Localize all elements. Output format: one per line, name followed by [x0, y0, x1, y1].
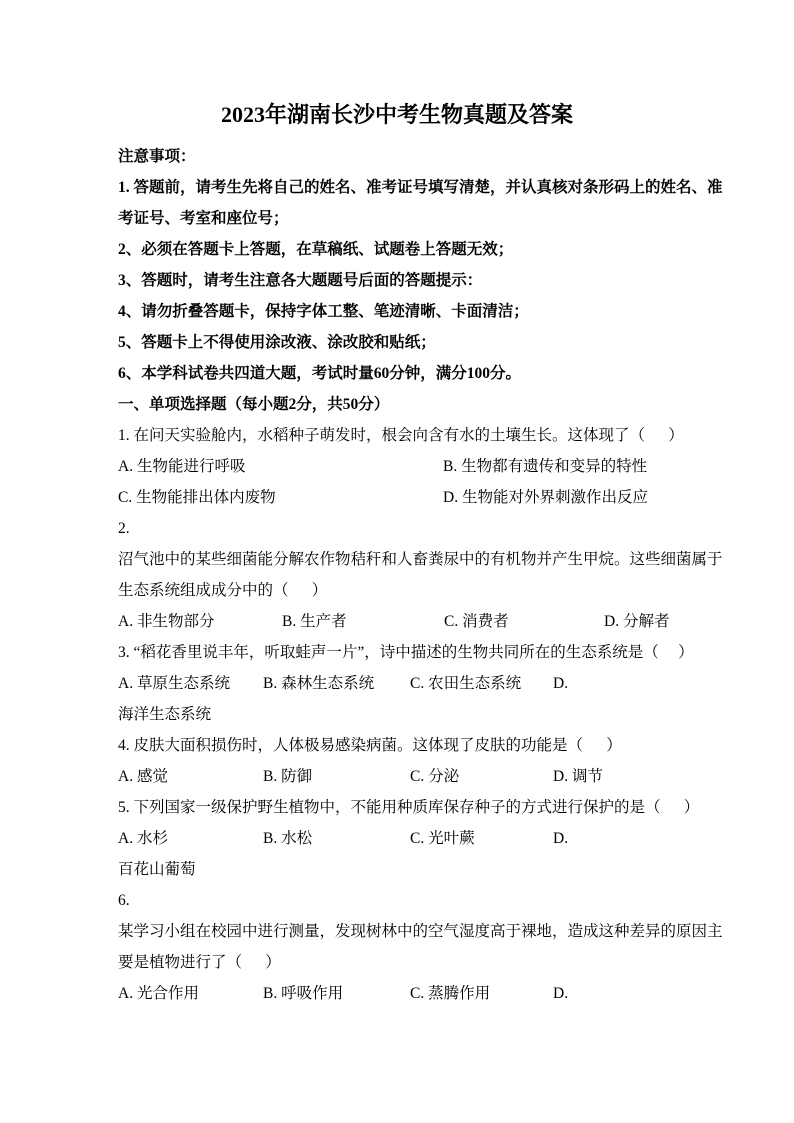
notice-line: 4、请勿折叠答题卡，保持字体工整、笔迹清晰、卡面清洁； [118, 303, 529, 320]
option-a: A. 水杉 [118, 830, 168, 847]
notice-line: 1. 答题前，请考生先将自己的姓名、准考证号填写清楚，并认真核对条形码上的姓名、准 [118, 179, 723, 196]
option-b: B. 水松 [263, 830, 313, 847]
option-b: B. 呼吸作用 [263, 985, 344, 1002]
question-6-stem: 某学习小组在校园中进行测量，发现树林中的空气湿度高于裸地，造成这种差异的原因主 [118, 923, 723, 940]
option-a: A. 生物能进行呼吸 [118, 458, 246, 475]
option-c: C. 光叶蕨 [410, 830, 475, 847]
question-3-stem: 3. “稻花香里说丰年，听取蛙声一片”，诗中描述的生物共同所在的生态系统是（ ） [118, 644, 694, 661]
option-b: B. 生物都有遗传和变异的特性 [443, 458, 648, 475]
option-d: D. [553, 830, 569, 847]
notice-line: 考证号、考室和座位号； [118, 210, 289, 227]
document-body [118, 141, 758, 1009]
question-1-options-row [118, 451, 758, 482]
option-d: D. 分解者 [604, 613, 670, 630]
option-b: B. 森林生态系统 [263, 675, 375, 692]
option-d: D. 生物能对外界刺激作出反应 [443, 489, 648, 506]
notice-line: 3、答题时，请考生注意各大题题号后面的答题提示： [118, 272, 483, 289]
question-2-stem: 沼气池中的某些细菌能分解农作物秸秆和人畜粪尿中的有机物并产生甲烷。这些细菌属于 [118, 551, 723, 568]
question-2-options-row [118, 606, 758, 637]
option-d: D. 调节 [553, 768, 603, 785]
question-5-options-row [118, 823, 758, 854]
option-c: C. 消费者 [444, 613, 509, 630]
section-heading: 一、单项选择题（每小题2分，共50分） [118, 396, 390, 413]
notice-line: 2、必须在答题卡上答题，在草稿纸、试题卷上答题无效； [118, 241, 514, 258]
question-3-options-row [118, 668, 758, 699]
question-5-stem: 5. 下列国家一级保护野生植物中，不能用种质库保存种子的方式进行保护的是（ ） [118, 799, 700, 816]
notice-line: 5、答题卡上不得使用涂改液、涂改胶和贴纸； [118, 334, 436, 351]
question-6-options-row [118, 978, 758, 1009]
question-6-number: 6. [118, 892, 130, 909]
option-a: A. 感觉 [118, 768, 168, 785]
question-2-stem: 生态系统组成成分中的（ ） [118, 582, 328, 599]
option-a: A. 草原生态系统 [118, 675, 230, 692]
notice-line: 6、本学科试卷共四道大题，考试时量60分钟，满分100分。 [118, 365, 522, 382]
option-a: A. 光合作用 [118, 985, 199, 1002]
question-1-options-row [118, 482, 758, 513]
option-c: C. 农田生态系统 [410, 675, 522, 692]
option-d: D. [553, 985, 569, 1002]
question-4-options-row [118, 761, 758, 792]
option-c: C. 分泌 [410, 768, 460, 785]
notice-heading: 注意事项： [118, 148, 196, 165]
question-5-option-d-overflow: 百花山葡萄 [118, 861, 196, 878]
question-3-option-d-overflow: 海洋生态系统 [118, 706, 212, 723]
option-a: A. 非生物部分 [118, 613, 215, 630]
option-b: B. 生产者 [282, 613, 347, 630]
question-4-stem: 4. 皮肤大面积损伤时，人体极易感染病菌。这体现了皮肤的功能是（ ） [118, 737, 622, 754]
document-title: 2023年湖南长沙中考生物真题及答案 [220, 102, 573, 127]
option-c: C. 蒸腾作用 [410, 985, 491, 1002]
question-6-stem: 要是植物进行了（ ） [118, 954, 281, 971]
option-b: B. 防御 [263, 768, 313, 785]
option-c: C. 生物能排出体内废物 [118, 489, 276, 506]
option-d: D. [553, 675, 569, 692]
question-2-number: 2. [118, 520, 130, 537]
question-1-stem: 1. 在问天实验舱内，水稻种子萌发时，根会向含有水的土壤生长。这体现了（ ） [118, 427, 684, 444]
